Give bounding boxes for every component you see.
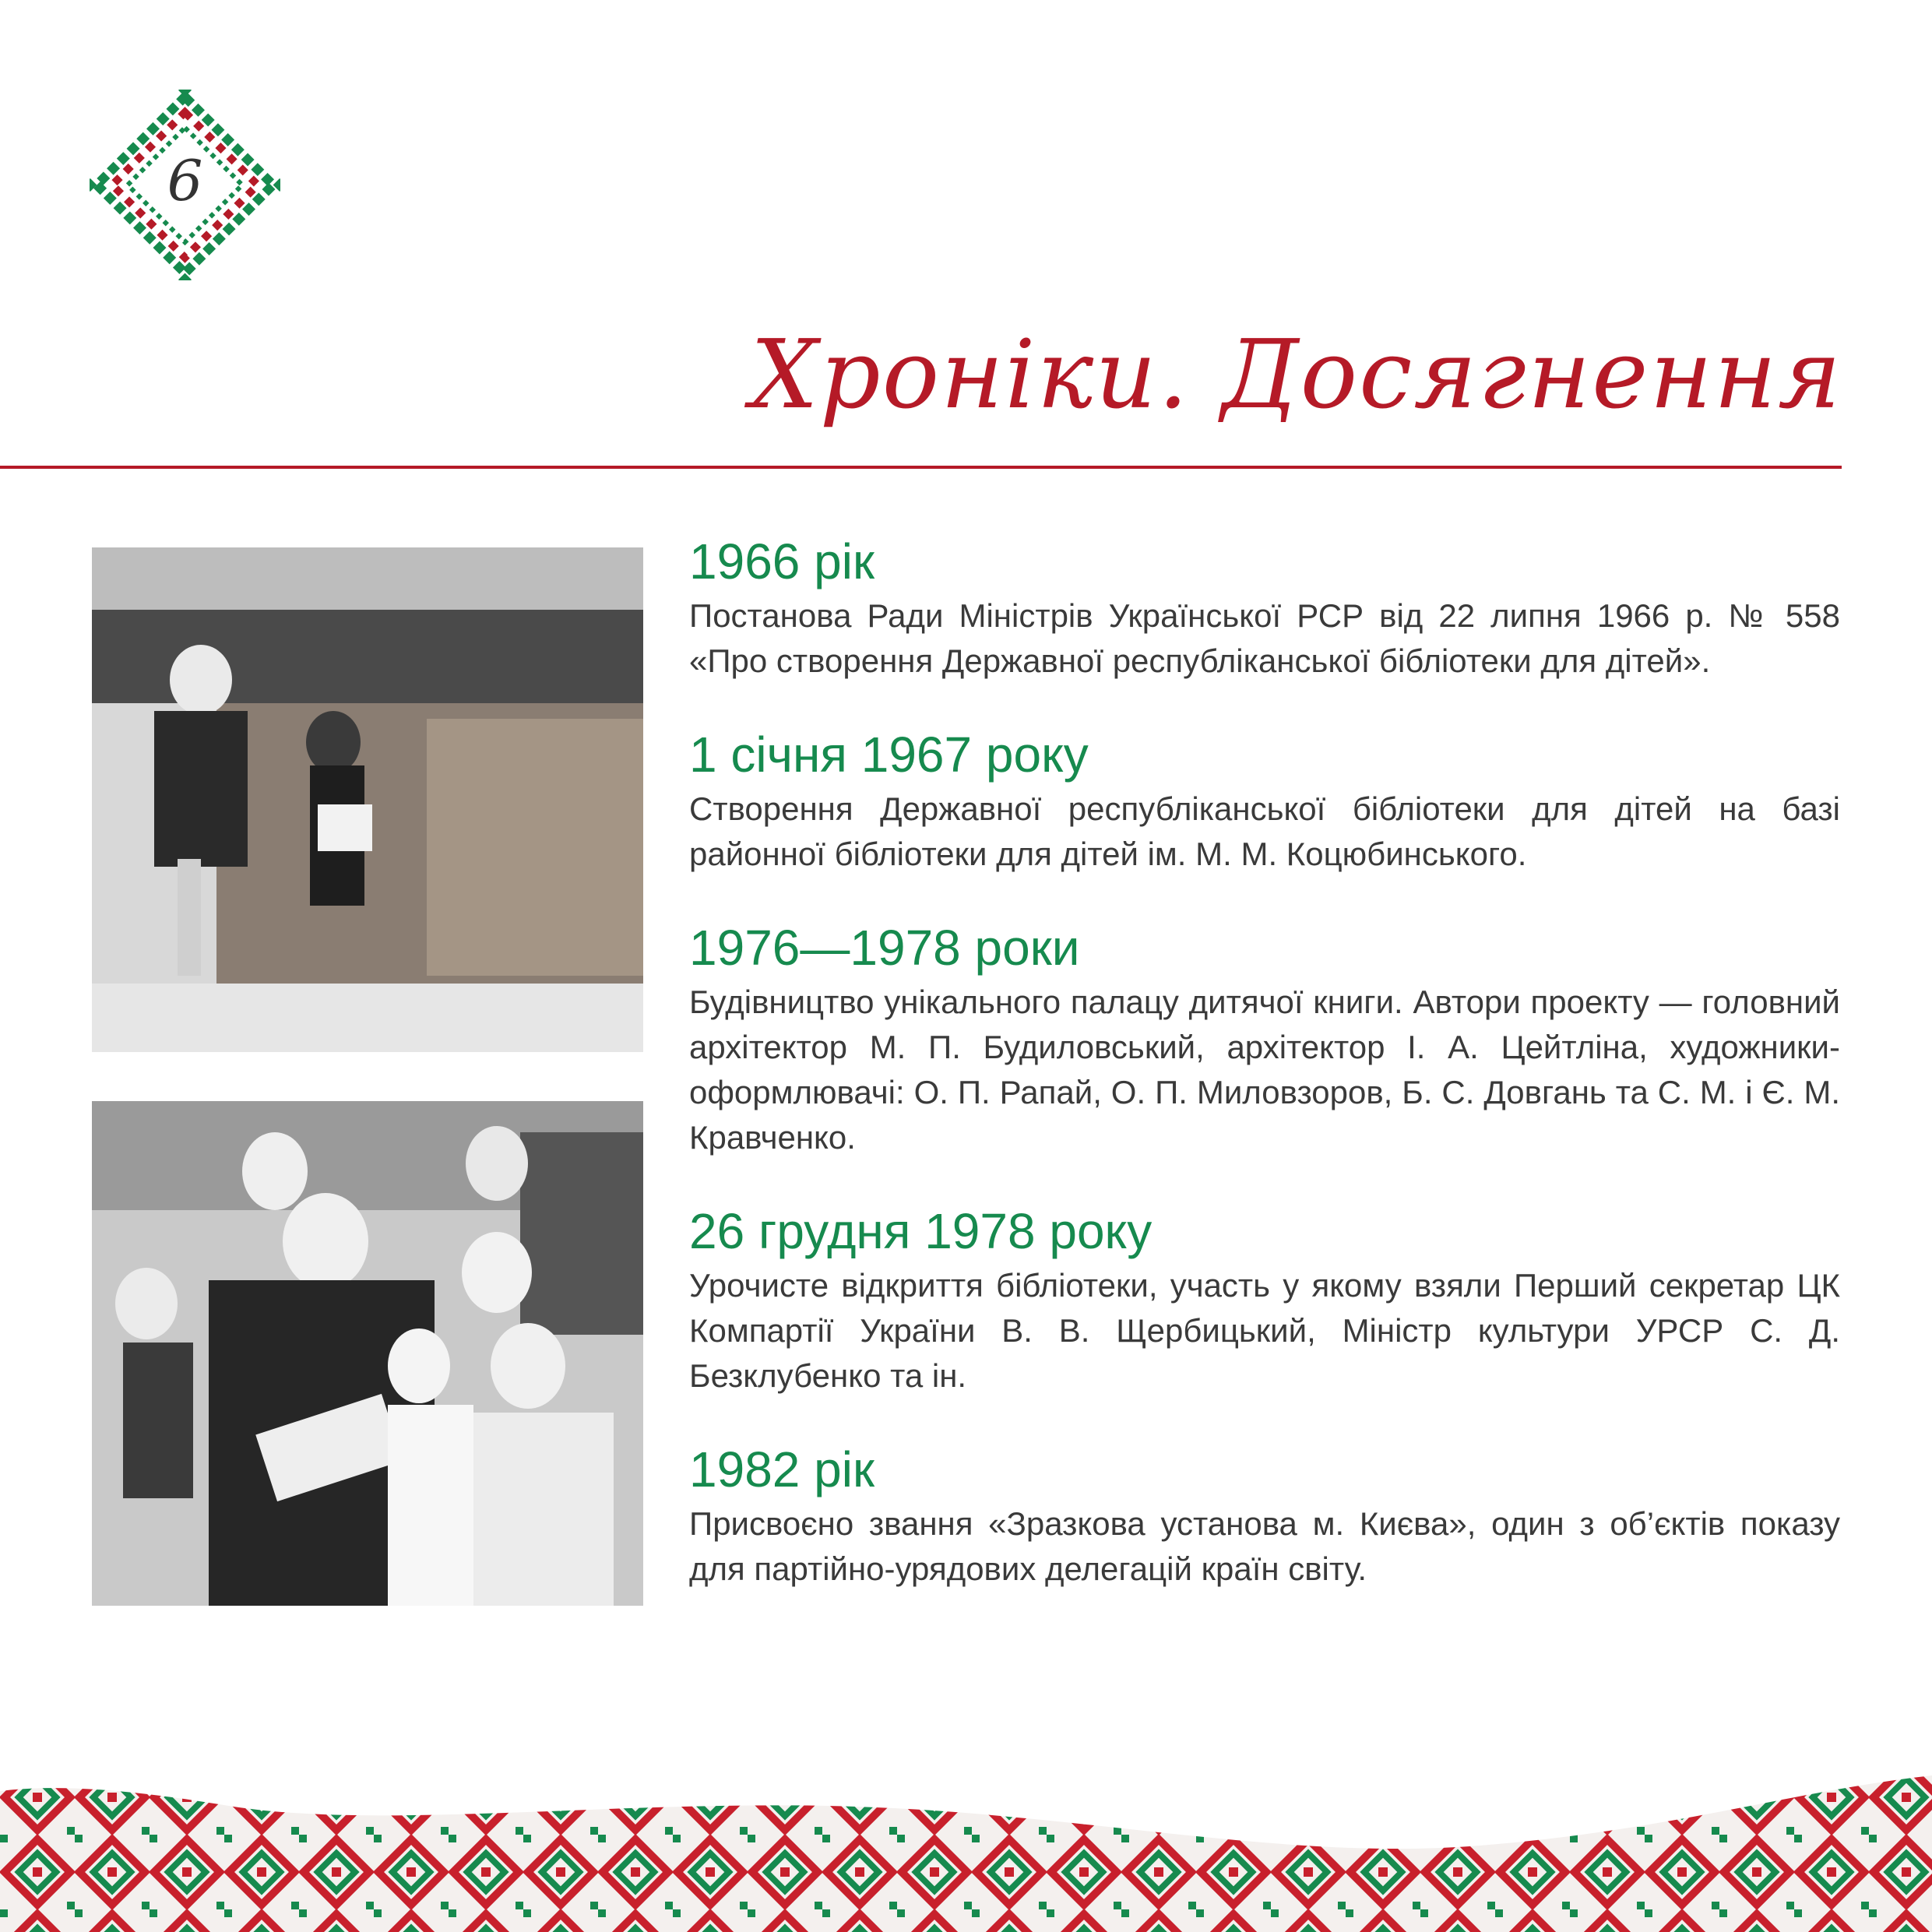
entry-text: Будівництво унікального палацу дитячої книги. Автори проекту — головний архітектор М. П. Будиловський, архітектор І. А. Цейтліна, художники-оформлювачі: О. П. Рапай, О. П. Миловзоров, Б. С. Довгань та С. М. і Є. М. Кравченко. — [689, 984, 1840, 1156]
title-divider — [0, 466, 1842, 469]
embroidery-ornament-band — [0, 1760, 1932, 1932]
entry-text: Створення Державної республіканської бібліотеки для дітей на базі районної бібліотеки для дітей ім. М. М. Коцюбинського. — [689, 790, 1840, 872]
entry-date: 26 грудня 1978 року — [689, 1203, 1153, 1259]
page-number: 6 — [167, 148, 203, 213]
entry-date: 1982 рік — [689, 1441, 875, 1497]
entry-date: 1976—1978 роки — [689, 920, 1080, 976]
chronicle-entry — [689, 1438, 1840, 1592]
entry-text: Урочисте відкриття бібліотеки, участь у якому взяли Перший секретар ЦК Компартії України В. В. Щербицький, Міністр культури УРСР С. Д. Безклубенко та ін. — [689, 1267, 1840, 1394]
entry-text: Присвоєно звання «Зразкова установа м. Києва», один з об’єктів показу для партійно-урядових делегацій країн світу. — [689, 1505, 1840, 1587]
entry-date: 1 січня 1967 року — [689, 727, 1089, 783]
chronicle-entry — [689, 1199, 1840, 1399]
page-title: Хроніки. Досягнення — [750, 319, 1842, 430]
archive-photo-opening-ceremony — [92, 1101, 643, 1606]
chronicle-entry — [689, 530, 1840, 684]
chronicle-entry — [689, 723, 1840, 877]
chronicle-list — [689, 530, 1840, 1631]
entry-date: 1966 рік — [689, 533, 875, 589]
archive-photo-library-hall — [92, 547, 643, 1052]
chronicle-entry — [689, 916, 1840, 1160]
entry-text: Постанова Ради Міністрів Української РСР від 22 липня 1966 р. № 558 «Про створення Державної республіканської бібліотеки для дітей». — [689, 597, 1840, 679]
